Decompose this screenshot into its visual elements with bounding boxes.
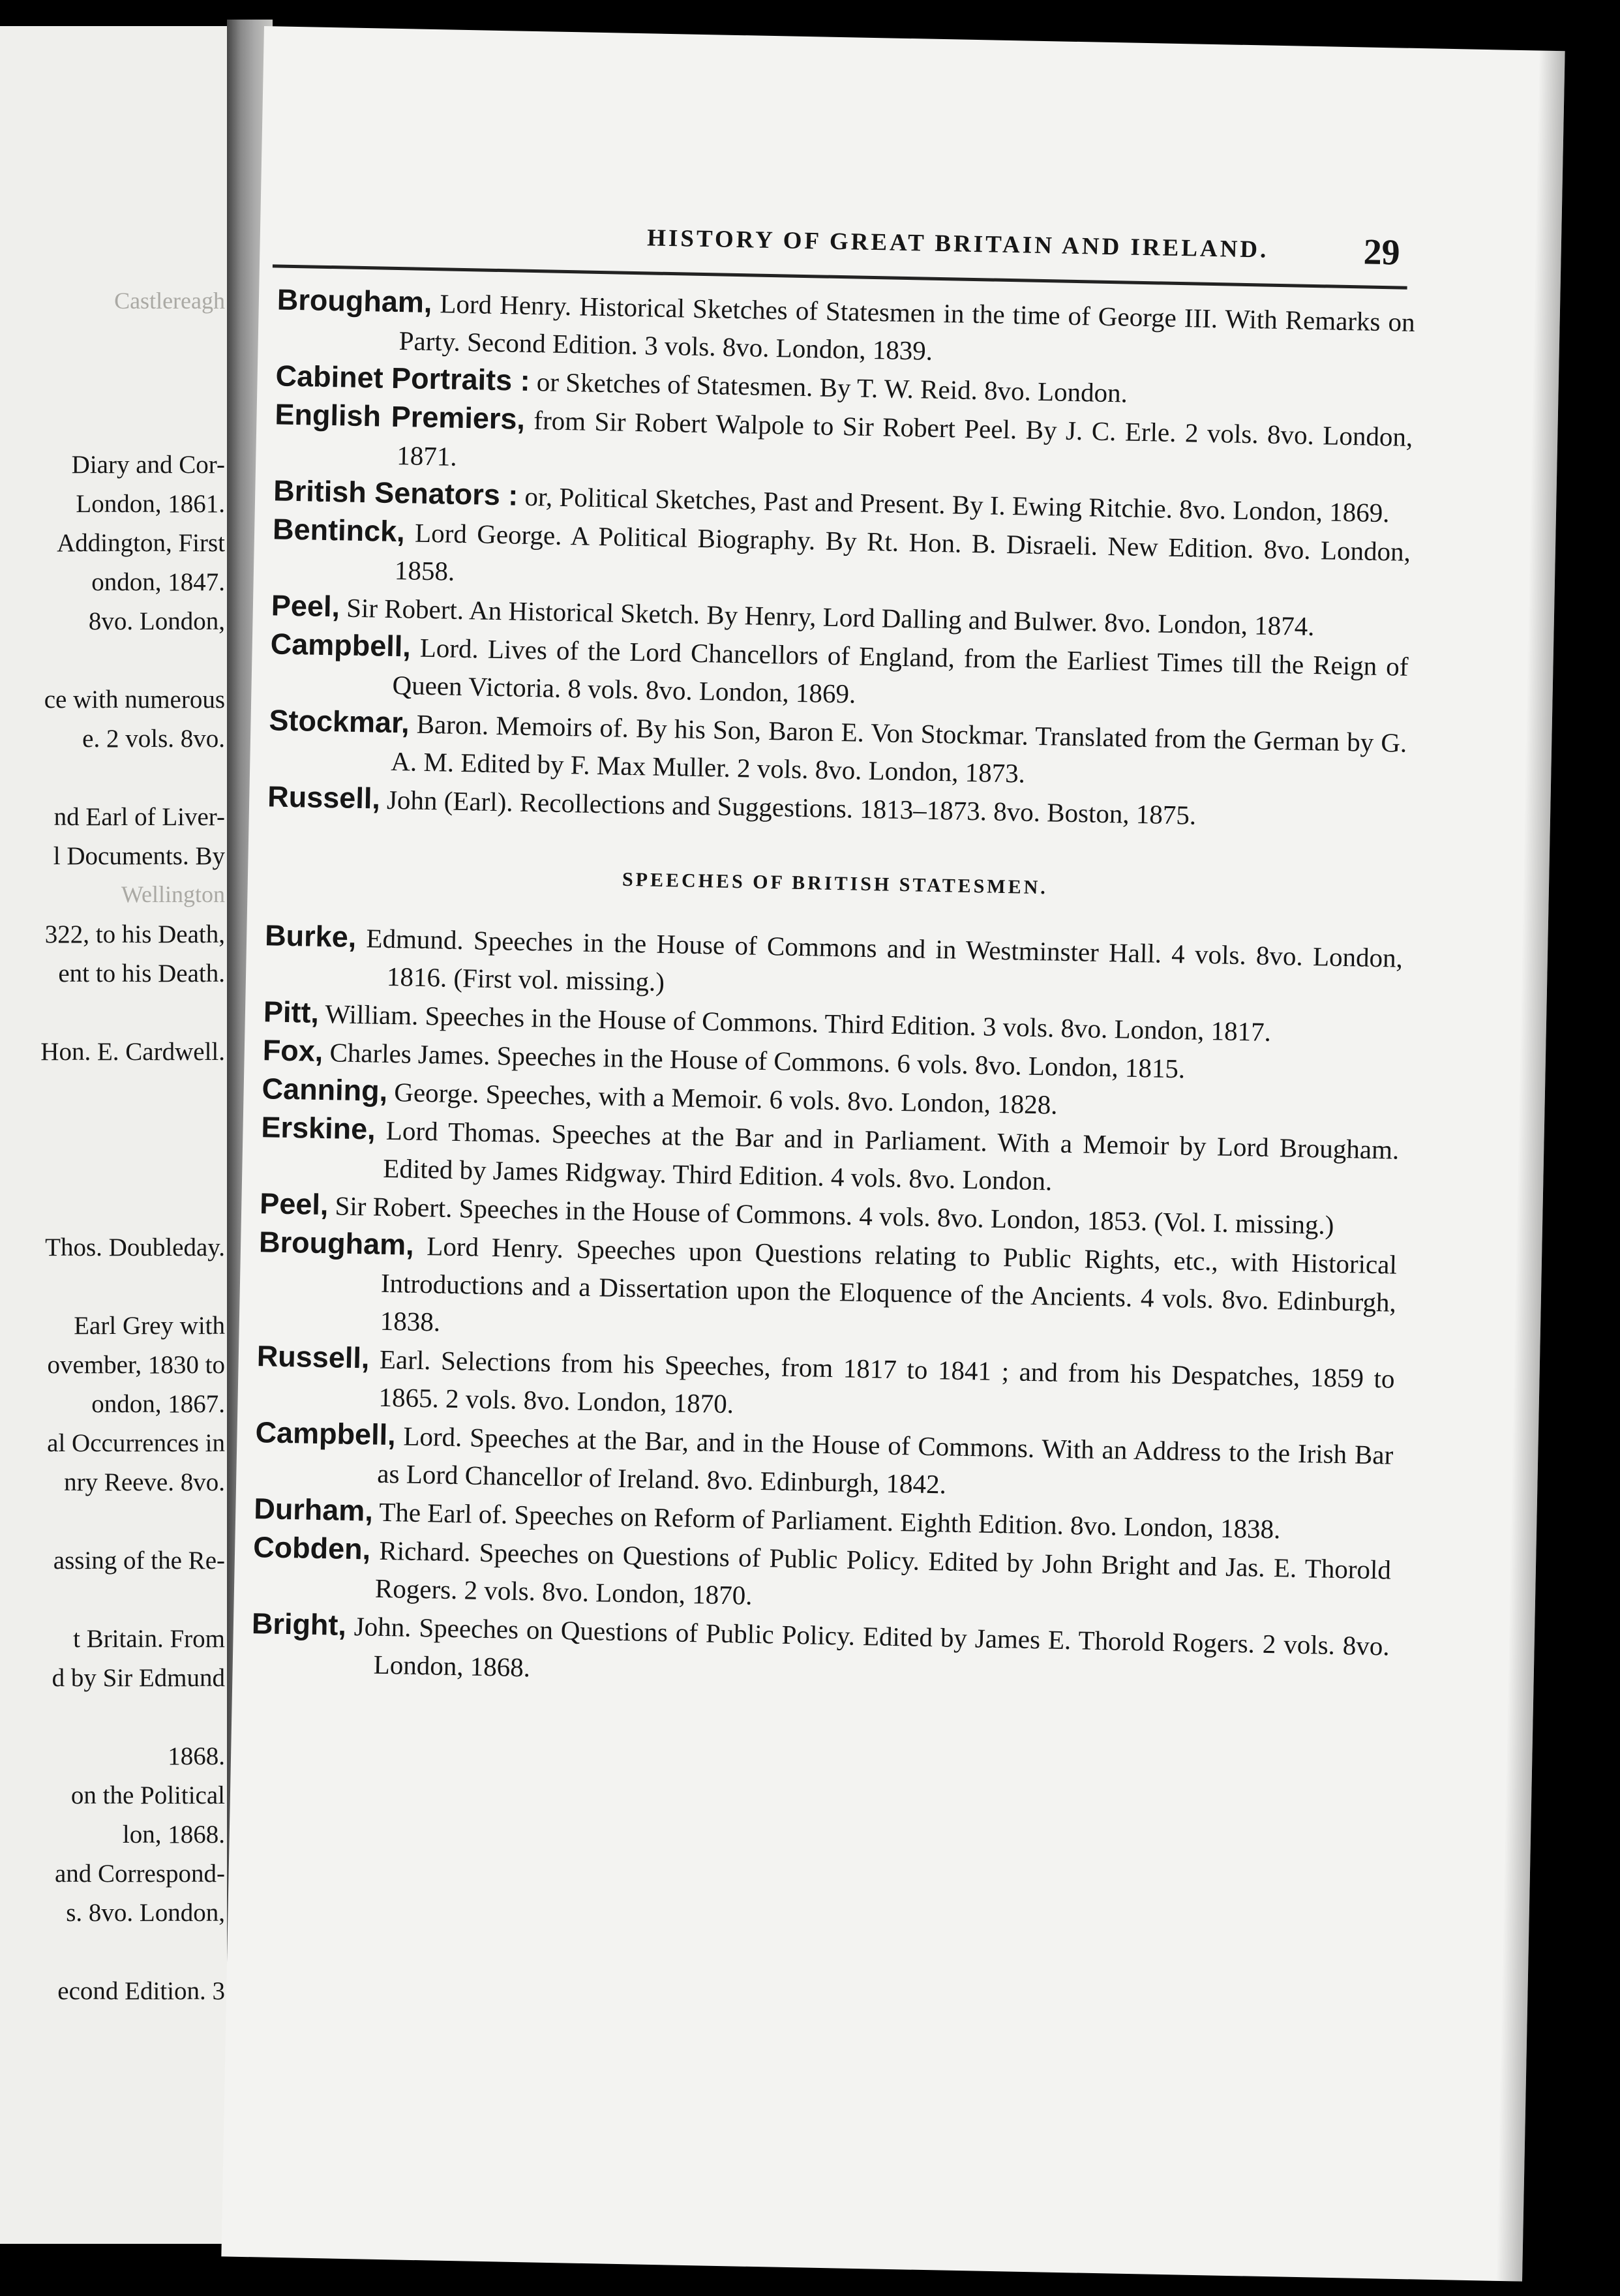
- entry-heading: Erskine,: [261, 1110, 376, 1146]
- entry-heading: Stockmar,: [269, 703, 410, 740]
- entries-group-speeches: [250, 916, 1403, 1702]
- entry-text: Lord Henry. Historical Sketches of Statesmen in the time of George III. With Remarks on Party. Second Edition. 3 vols. 8vo. London, 1839.: [398, 288, 1416, 366]
- entry-text: William. Speeches in the House of Commons. Third Edition. 3 vols. 8vo. London, 1817.: [318, 998, 1272, 1047]
- left-page-line: ondon, 1867.: [91, 1390, 225, 1418]
- left-page-line: Hon. E. Cardwell.: [40, 1038, 225, 1066]
- entry-text: Lord George. A Political Biography. By Rt. Hon. B. Disraeli. New Edition. 8vo. London, 1858.: [394, 517, 1411, 586]
- entry-text: Charles James. Speeches in the House of Commons. 6 vols. 8vo. London, 1815.: [322, 1037, 1186, 1084]
- entry-heading: Fox,: [262, 1033, 323, 1068]
- left-page-line: al Occurrences in: [47, 1429, 225, 1457]
- entry-text: John. Speeches on Questions of Public Policy. Edited by James E. Thorold Rogers. 2 vols. 8vo. London, 1868.: [346, 1610, 1390, 1683]
- entry-text: Earl. Selections from his Speeches, from 1817 to 1841 ; and from his Despatches, 1859 to 1865. 2 vols. 8vo. London, 1870.: [368, 1344, 1395, 1419]
- entry-text: The Earl of. Speeches on Reform of Parliament. Eighth Edition. 8vo. London, 1838.: [372, 1496, 1281, 1545]
- entry-text: George. Speeches, with a Memoir. 6 vols. 8vo. London, 1828.: [387, 1076, 1058, 1120]
- entry-text: Sir Robert. Speeches in the House of Commons. 4 vols. 8vo. London, 1853. (Vol. I. missing.): [327, 1190, 1334, 1240]
- entry-heading: Durham,: [253, 1492, 374, 1528]
- entry-heading: British Senators :: [273, 474, 518, 512]
- left-page-line: ondon, 1847.: [91, 568, 225, 596]
- page-number: 29: [1363, 232, 1401, 273]
- entry-text: Baron. Memoirs of. By his Son, Baron E. Von Stockmar. Translated from the German by G. A. M. Edited by F. Max Muller. 2 vols. 8vo. London, 1873.: [390, 708, 1407, 789]
- left-page-line: 1868.: [168, 1742, 225, 1770]
- left-page-line: nd Earl of Liver-: [53, 803, 225, 831]
- left-page-line: Addington, First: [57, 529, 225, 557]
- entry-text: Richard. Speeches on Questions of Public Policy. Edited by John Bright and Jas. E. Thorold Rogers. 2 vols. 8vo. London, 1870.: [370, 1535, 1392, 1610]
- left-page-line: ent to his Death.: [58, 959, 225, 988]
- entry-heading: Pitt,: [263, 995, 320, 1029]
- entry-heading: Cobden,: [252, 1530, 371, 1566]
- entry-text: Lord Henry. Speeches upon Questions relating to Public Rights, etc., with Historical Introductions and a Dissertation upon the Eloquence of the Ancients. 4 vols. 8vo. Edinburgh, 1838.: [380, 1230, 1398, 1337]
- entry-heading: Bentinck,: [272, 512, 406, 549]
- entry-heading: Bright,: [251, 1607, 347, 1642]
- entry-heading: Brougham,: [277, 282, 432, 320]
- bibliography-list: [250, 280, 1415, 1702]
- entry-heading: Russell,: [267, 779, 381, 815]
- left-page-line: Diary and Cor-: [71, 451, 225, 479]
- left-page-line: l Documents. By: [53, 842, 225, 870]
- entry-text: Edmund. Speeches in the House of Commons and in Westminster Hall. 4 vols. 8vo. London, 1816. (First vol. missing.): [355, 922, 1403, 997]
- entry-text: from Sir Robert Walpole to Sir Robert Peel. By J. C. Erle. 2 vols. 8vo. London, 1871.: [396, 404, 1413, 472]
- left-page-line: on the Political: [70, 1781, 225, 1809]
- entry-heading: Burke,: [264, 918, 357, 954]
- left-page-line: assing of the Re-: [53, 1547, 225, 1575]
- left-page-line: and Correspond-: [54, 1860, 225, 1888]
- left-page-line: ce with numerous: [44, 686, 225, 714]
- bib-entry: [257, 1223, 1397, 1359]
- left-page-line: lon, 1868.: [122, 1820, 225, 1849]
- left-page-line: ovember, 1830 to: [47, 1351, 225, 1379]
- entry-heading: Peel,: [259, 1186, 329, 1222]
- left-page-line: nry Reeve. 8vo.: [64, 1468, 225, 1496]
- left-page-line: Earl Grey with: [74, 1312, 225, 1340]
- entry-text: or, Political Sketches, Past and Present. By I. Ewing Ritchie. 8vo. London, 1869.: [517, 481, 1390, 528]
- left-page-line: Thos. Doubleday.: [45, 1233, 225, 1261]
- entry-heading: English Premiers,: [275, 397, 526, 436]
- left-page-line: London, 1861.: [76, 490, 225, 518]
- entry-text: Sir Robert. An Historical Sketch. By Henry, Lord Dalling and Bulwer. 8vo. London, 1874.: [339, 592, 1315, 642]
- entry-text: Lord. Speeches at the Bar, and in the House of Commons. With an Address to the Irish Bar as Lord Chancellor of Ireland. 8vo. Edinburgh, 1842.: [376, 1421, 1394, 1500]
- section-heading: SPEECHES OF BRITISH STATESMEN.: [622, 868, 1049, 899]
- entry-heading: Russell,: [256, 1339, 370, 1375]
- entry-heading: Peel,: [271, 588, 340, 624]
- entry-heading: Canning,: [262, 1072, 388, 1108]
- entry-heading: Campbell,: [270, 627, 412, 663]
- left-page-line: econd Edition. 3: [57, 1977, 225, 2005]
- entry-heading: Brougham,: [258, 1225, 415, 1261]
- running-head: HISTORY OF GREAT BRITAIN AND IRELAND.: [646, 224, 1269, 264]
- left-page-line: 8vo. London,: [88, 607, 225, 635]
- left-page-line: 322, to his Death,: [44, 920, 225, 948]
- left-page-line: d by Sir Edmund: [52, 1664, 225, 1692]
- left-page-line: Wellington: [121, 881, 225, 907]
- left-page-line: t Britain. From: [73, 1625, 225, 1653]
- entry-text: John (Earl). Recollections and Suggestions. 1813–1873. 8vo. Boston, 1875.: [380, 784, 1197, 830]
- entry-text: Lord. Lives of the Lord Chancellors of England, from the Earliest Times till the Reign of Queen Victoria. 8 vols. 8vo. London, 1869.: [392, 632, 1409, 709]
- left-facing-page: [0, 26, 228, 2244]
- left-page-line: Castlereagh: [114, 288, 225, 314]
- left-page-line: e. 2 vols. 8vo.: [82, 725, 225, 753]
- entries-group-statesmen: [267, 280, 1415, 838]
- entry-text: or Sketches of Statesmen. By T. W. Reid. 8vo. London.: [530, 366, 1128, 408]
- left-page-line: s. 8vo. London,: [66, 1899, 225, 1927]
- entry-heading: Cabinet Portraits :: [275, 359, 531, 397]
- entry-heading: Campbell,: [255, 1415, 397, 1452]
- entry-text: Lord Thomas. Speeches at the Bar and in Parliament. With a Memoir by Lord Brougham. Edited by James Ridgway. Third Edition. 4 vols. 8vo. London.: [375, 1115, 1400, 1196]
- page-edge-shadow: [1496, 51, 1565, 2282]
- right-page: [221, 26, 1565, 2282]
